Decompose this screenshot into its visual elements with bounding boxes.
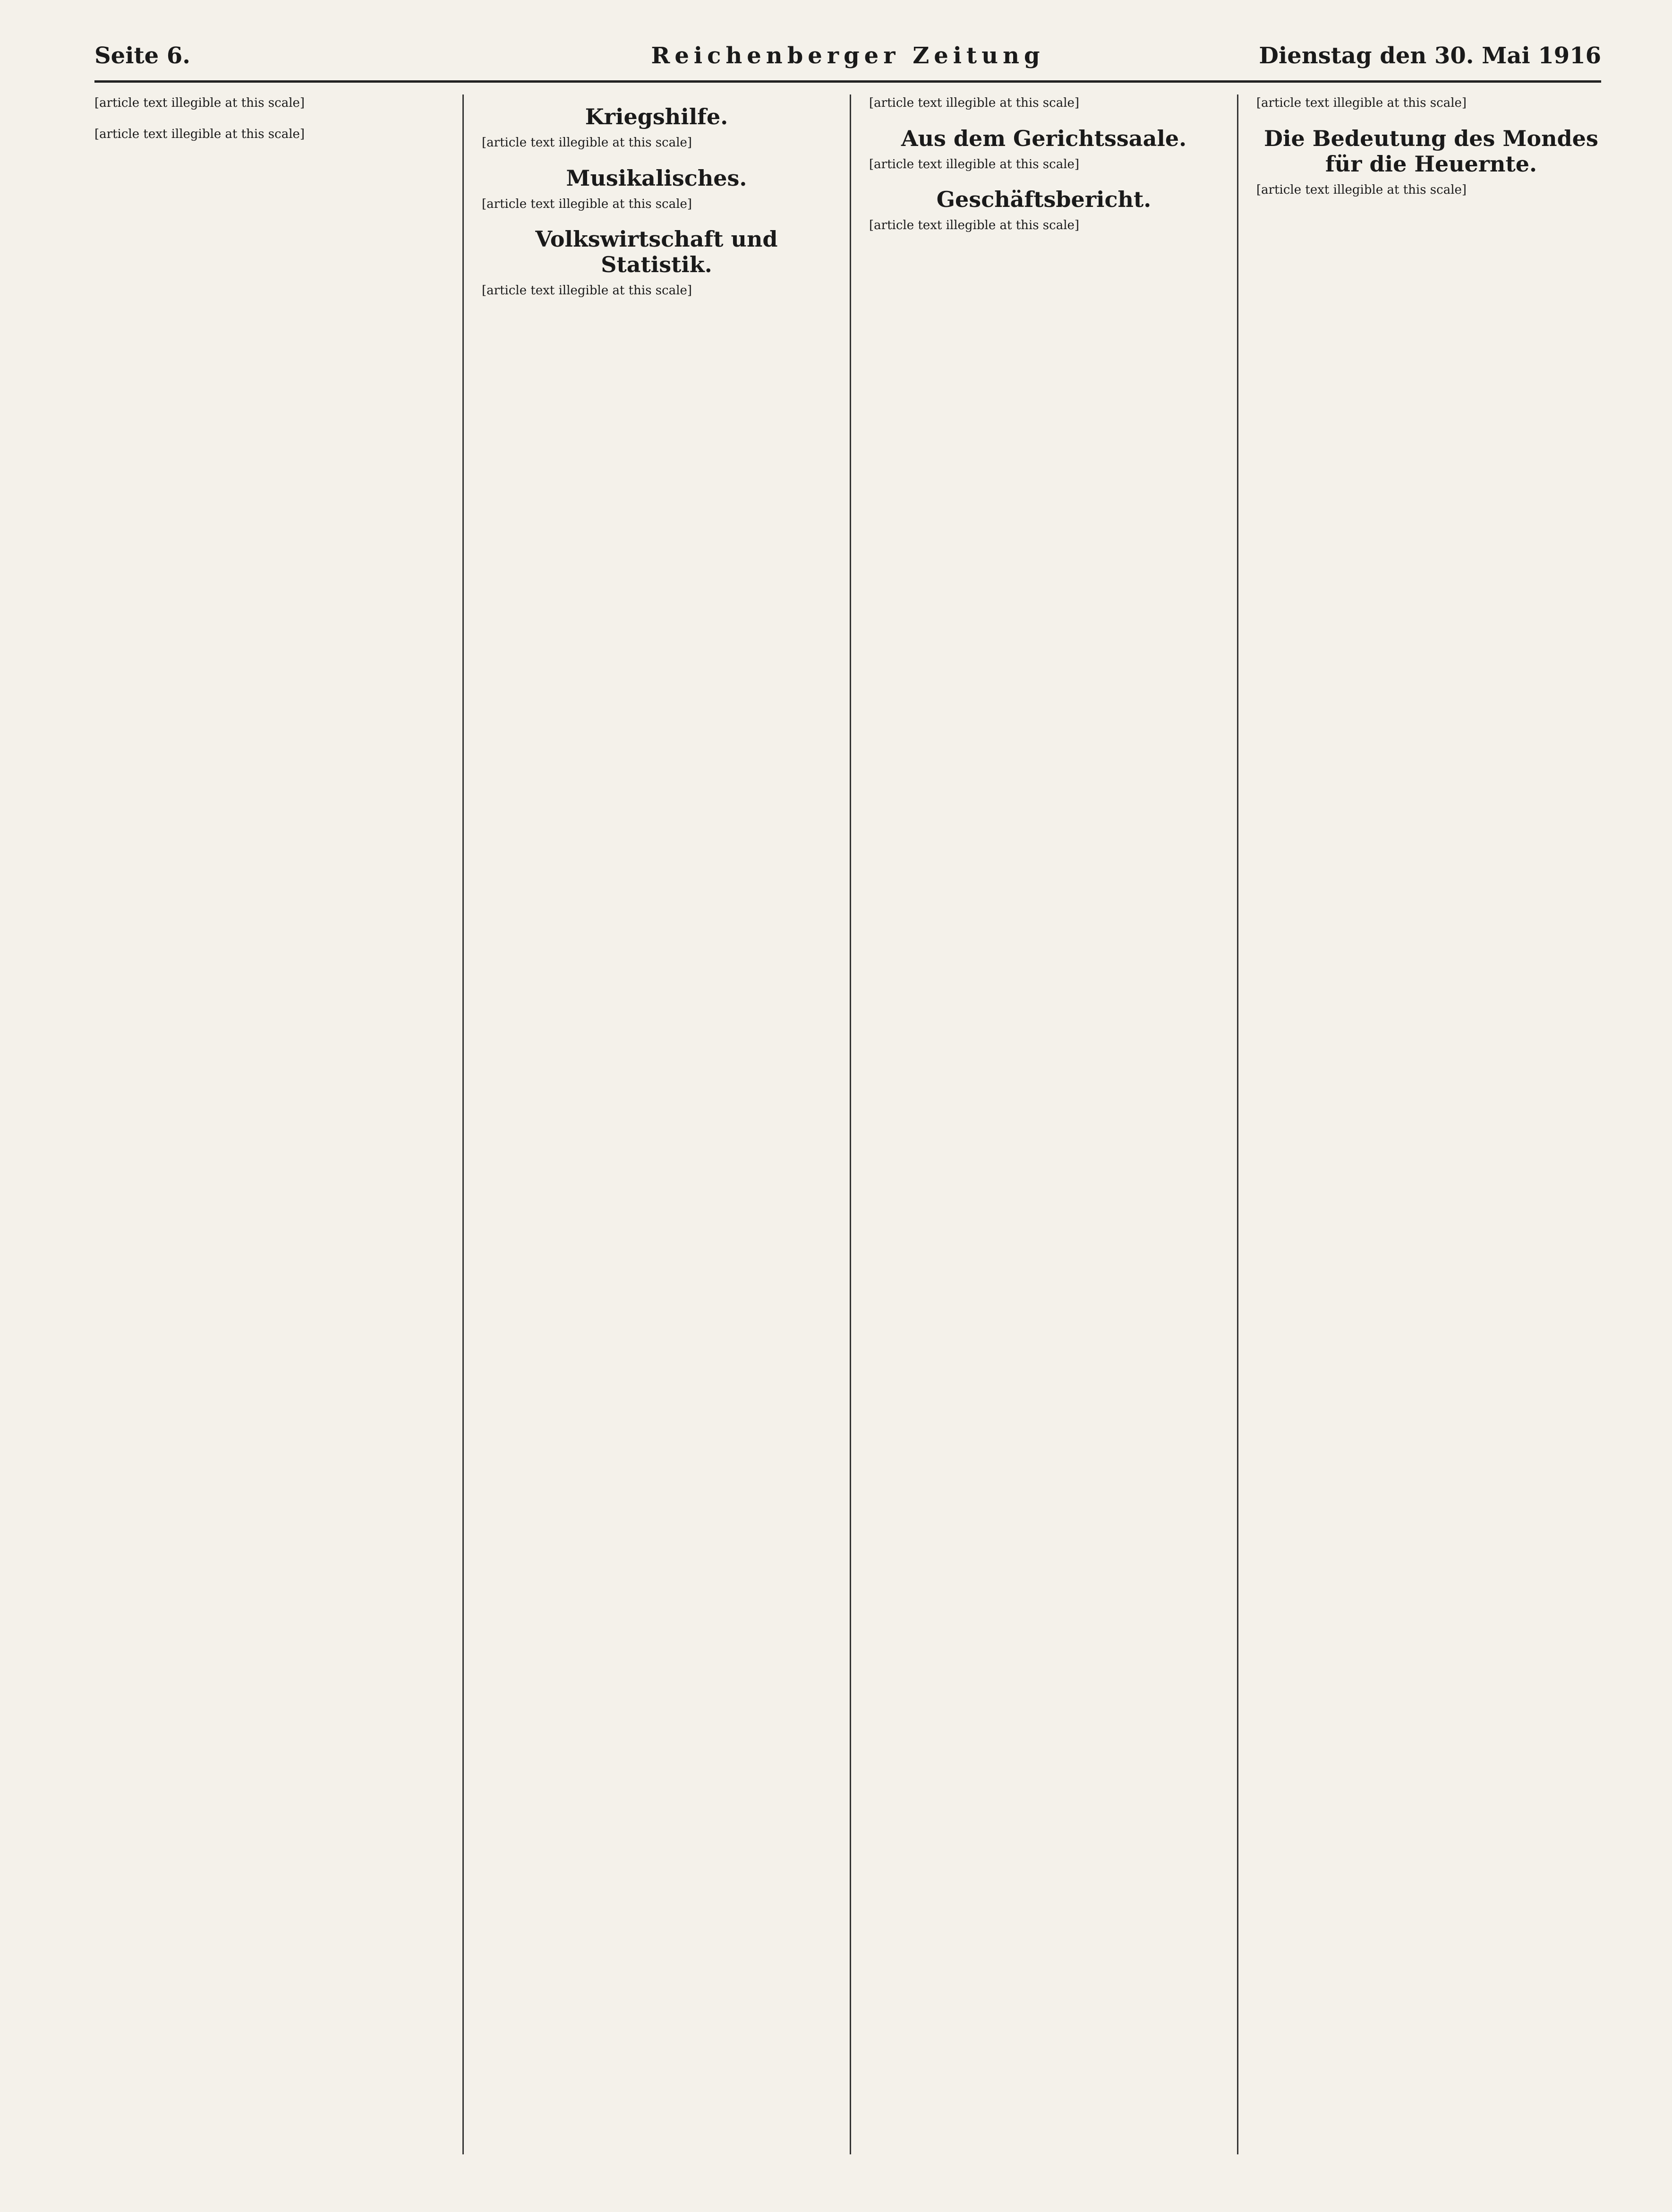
issue-date: Dienstag den 30. Mai 1916	[1259, 43, 1601, 69]
section-headline: Volkswirtschaft und Statistik.	[535, 226, 778, 278]
section-headline: Geschäftsbericht.	[936, 187, 1152, 213]
article	[94, 126, 444, 144]
article-text: [article text illegible at this scale]	[869, 218, 1080, 233]
article-text: [article text illegible at this scale]	[1256, 96, 1467, 110]
page-number: Seite 6.	[94, 43, 190, 69]
article-text: [article text illegible at this scale]	[94, 96, 305, 110]
column-1	[94, 94, 444, 2154]
article	[94, 94, 444, 112]
column-4	[1256, 94, 1606, 2154]
section-headline: Aus dem Gerichtssaale.	[901, 125, 1187, 151]
column-2	[482, 94, 831, 2154]
masthead	[94, 38, 1601, 83]
article	[869, 217, 1219, 235]
article-text: [article text illegible at this scale]	[869, 96, 1080, 110]
article	[1256, 94, 1606, 112]
article-text: [article text illegible at this scale]	[869, 157, 1080, 171]
column-rule	[462, 94, 464, 2154]
article	[482, 196, 831, 214]
section-headline: Kriegshilfe.	[585, 104, 728, 129]
article-text: [article text illegible at this scale]	[1256, 182, 1467, 197]
article	[482, 134, 831, 152]
article	[869, 94, 1219, 112]
article-text: [article text illegible at this scale]	[482, 136, 692, 150]
article	[869, 156, 1219, 174]
newspaper-title: Reichenberger Zeitung	[651, 43, 1045, 69]
section-headline: Die Bedeutung des Mondes für die Heuernte.	[1264, 125, 1598, 177]
article	[482, 282, 831, 300]
column-3	[869, 94, 1219, 2154]
article-text: [article text illegible at this scale]	[94, 127, 305, 141]
section-headline: Musikalisches.	[566, 165, 747, 191]
article-text: [article text illegible at this scale]	[482, 283, 692, 298]
column-rule	[1237, 94, 1238, 2154]
column-rule	[850, 94, 851, 2154]
article	[1256, 181, 1606, 199]
article-text: [article text illegible at this scale]	[482, 197, 692, 211]
